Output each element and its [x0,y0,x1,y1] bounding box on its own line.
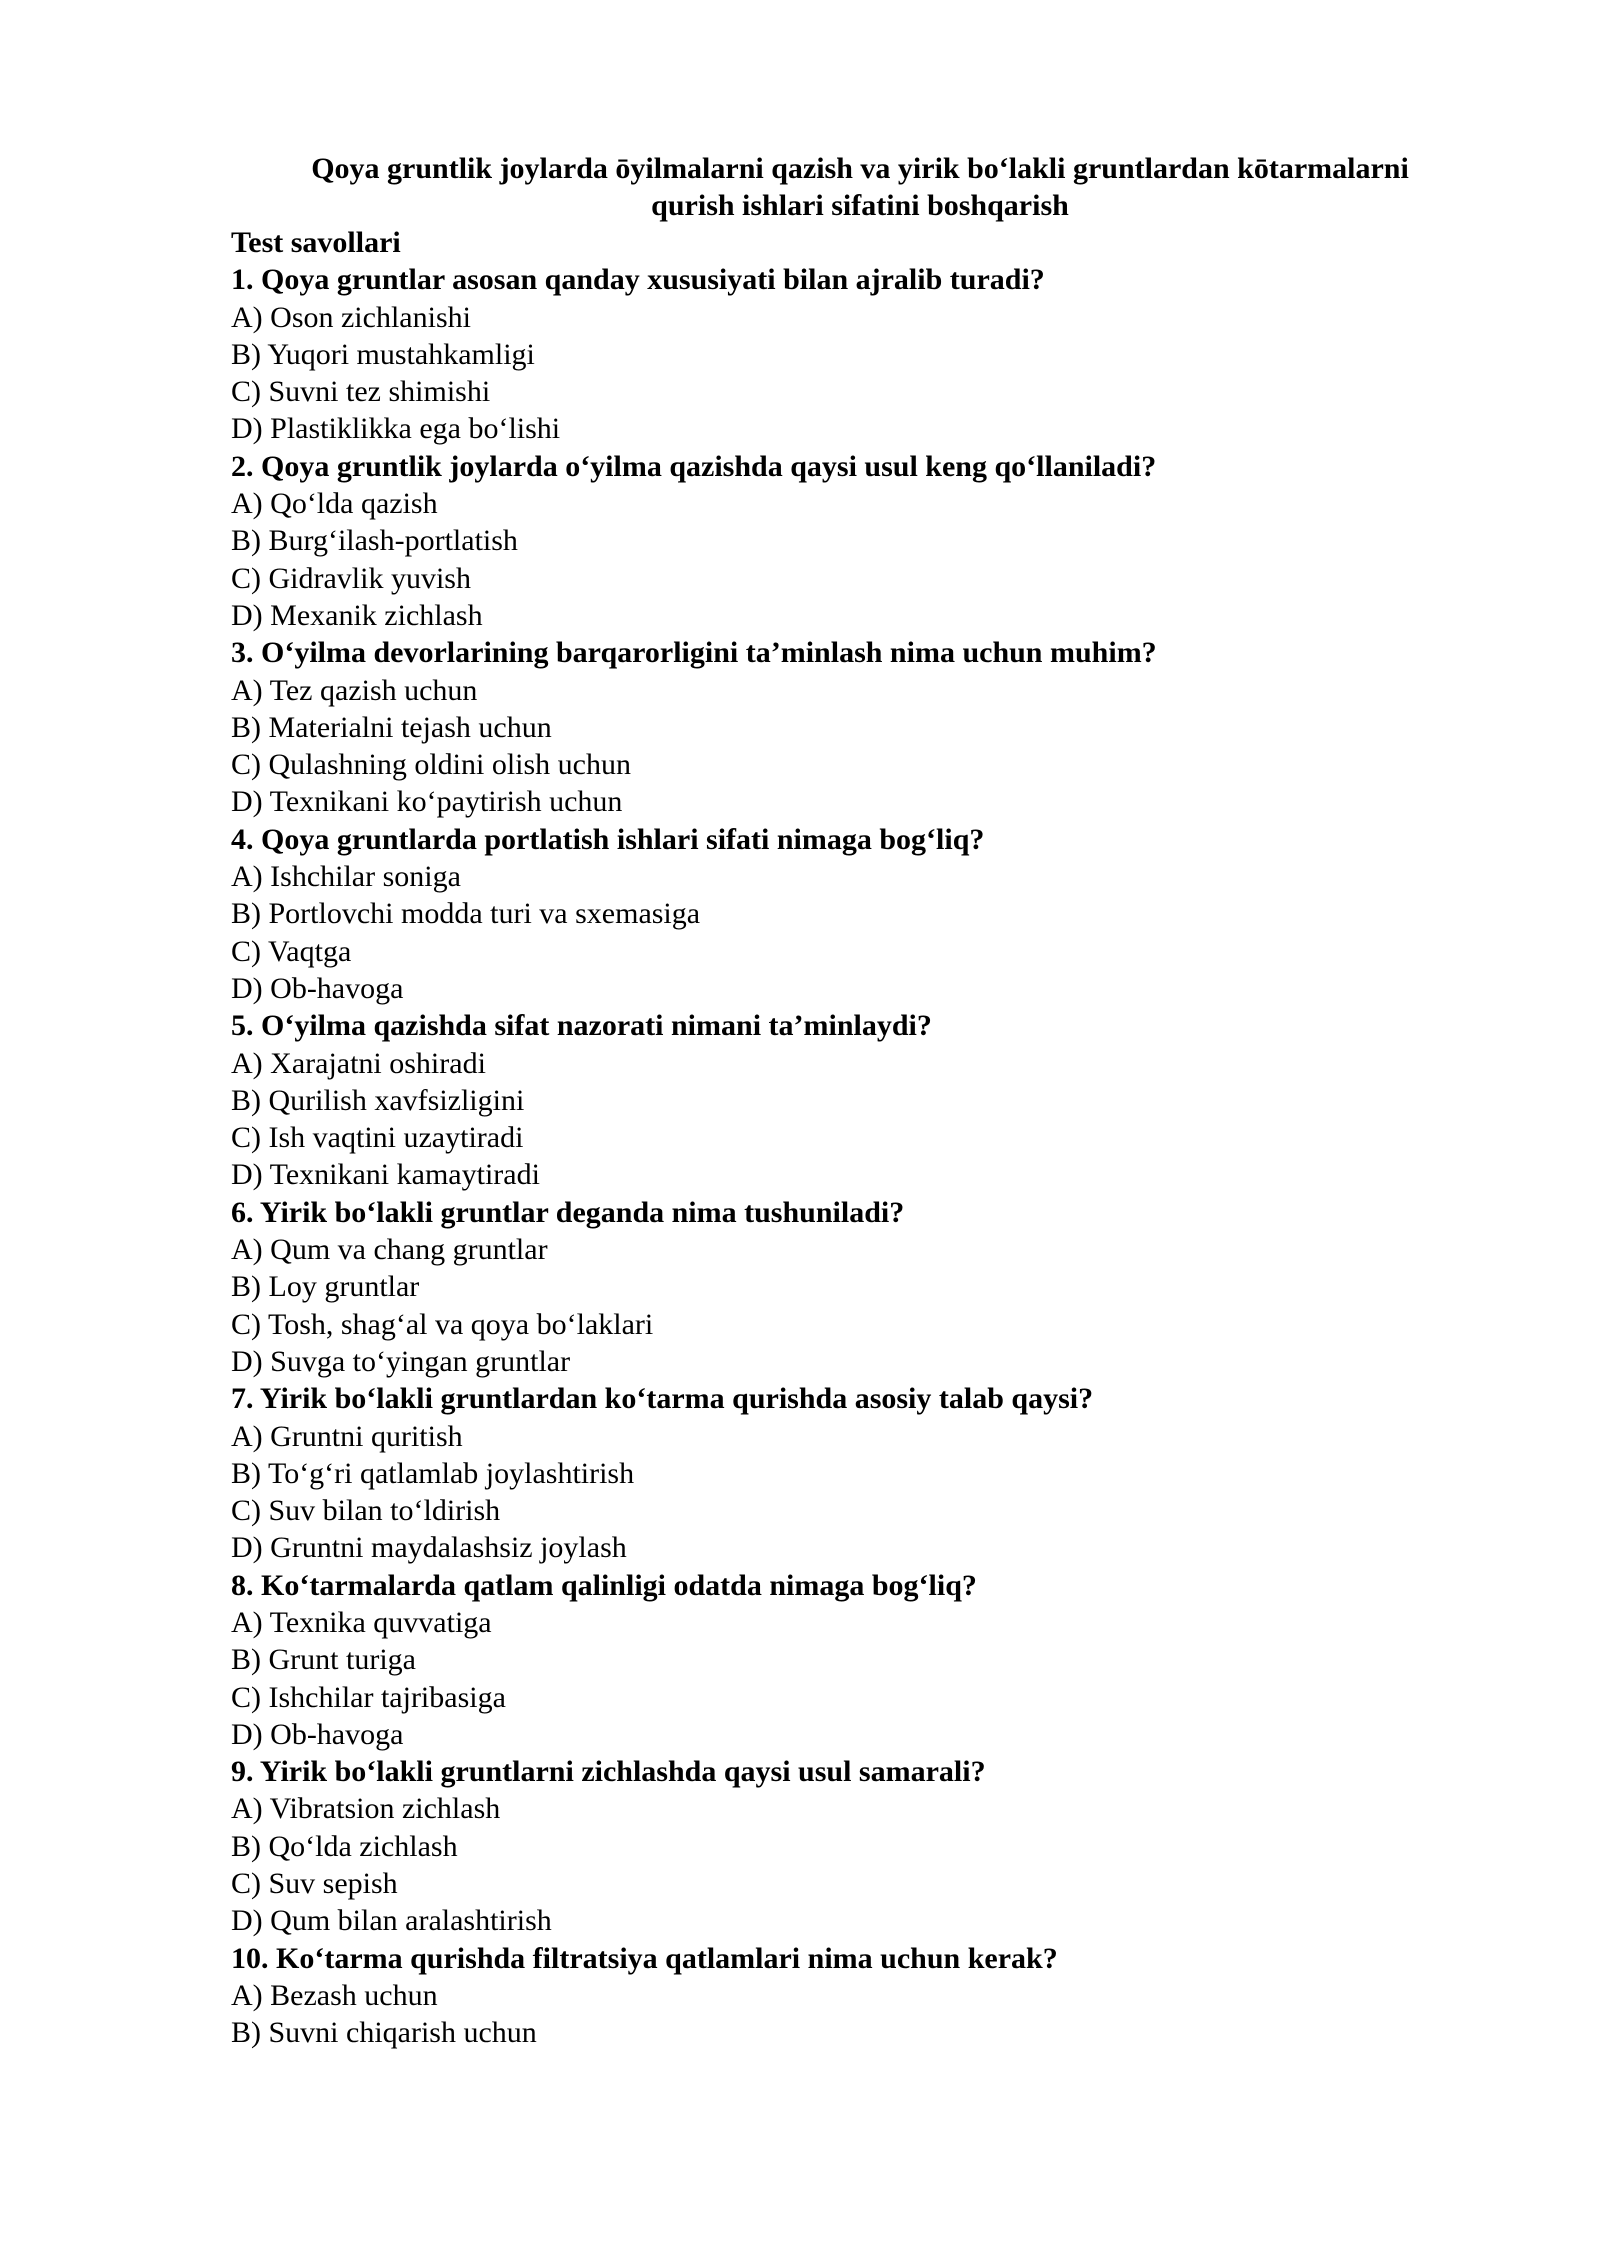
document-page [231,150,1471,2052]
answer-option: A) Tez qazish uchun [231,673,478,707]
question-text: 8. Ko‘tarmalarda qatlam qalinligi odatda nimaga bog‘liq? [231,1568,977,1602]
question-text: 3. O‘yilma devorlarining barqarorligini ta’minlash nima uchun muhim? [231,636,1157,670]
answer-option: C) Vaqtga [231,934,352,968]
answer-option: B) Qurilish xavfsizligini [231,1083,525,1117]
answer-option: D) Suvga to‘yingan gruntlar [231,1344,571,1378]
document-title [231,150,1471,224]
document-title-line-1: Qoya gruntlik joylarda ōyilmalarni qazish va yirik bo‘lakli gruntlardan kōtarmalarni [311,152,1409,185]
answer-option: C) Ish vaqtini uzaytiradi [231,1121,524,1155]
question-block [231,821,1471,1007]
answer-option: D) Texnikani kamaytiradi [231,1158,540,1192]
answer-option: B) Loy gruntlar [231,1270,420,1304]
answer-option: B) Grunt turiga [231,1643,416,1677]
section-subtitle: Test savollari [231,226,401,259]
question-text: 2. Qoya gruntlik joylarda o‘yilma qazishda qaysi usul keng qo‘llaniladi? [231,449,1157,483]
question-text: 7. Yirik bo‘lakli gruntlardan ko‘tarma qurishda asosiy talab qaysi? [231,1382,1094,1416]
answer-option: D) Texnikani ko‘paytirish uchun [231,785,623,819]
answer-option: B) Qo‘lda zichlash [231,1829,458,1863]
question-text: 9. Yirik bo‘lakli gruntlarni zichlashda qaysi usul samarali? [231,1755,986,1789]
question-block [231,1380,1471,1566]
answer-option: D) Plastiklikka ega bo‘lishi [231,412,561,446]
answer-option: A) Xarajatni oshiradi [231,1046,486,1080]
question-text: 10. Ko‘tarma qurishda filtratsiya qatlamlari nima uchun kerak? [231,1941,1058,1975]
question-text: 1. Qoya gruntlar asosan qanday xususiyati bilan ajralib turadi? [231,263,1045,297]
answer-option: D) Qum bilan aralashtirish [231,1904,552,1938]
answer-option: D) Ob-havoga [231,1717,404,1751]
answer-option: A) Qo‘lda qazish [231,487,438,521]
question-list [231,261,1471,2051]
answer-option: A) Vibratsion zichlash [231,1792,501,1826]
question-block [231,448,1471,634]
answer-option: D) Ob-havoga [231,971,404,1005]
answer-option: C) Qulashning oldini olish uchun [231,748,631,782]
answer-option: A) Gruntni quritish [231,1419,463,1453]
answer-option: B) Yuqori mustahkamligi [231,337,535,371]
answer-option: A) Ishchilar soniga [231,860,461,894]
document-title-line-2: qurish ishlari sifatini boshqarish [651,189,1069,222]
answer-option: B) Burg‘ilash-portlatish [231,524,518,558]
question-block [231,1567,1471,1753]
answer-option: D) Gruntni maydalashsiz joylash [231,1531,627,1565]
answer-option: B) Portlovchi modda turi va sxemasiga [231,897,701,931]
answer-option: C) Suv bilan to‘ldirish [231,1494,501,1528]
question-block [231,1194,1471,1380]
answer-option: C) Tosh, shag‘al va qoya bo‘laklari [231,1307,654,1341]
question-block [231,1753,1471,1939]
answer-option: A) Oson zichlanishi [231,300,471,334]
answer-option: B) Suvni chiqarish uchun [231,2016,537,2050]
question-text: 6. Yirik bo‘lakli gruntlar deganda nima tushuniladi? [231,1195,905,1229]
question-block [231,634,1471,820]
answer-option: C) Suv sepish [231,1867,398,1901]
answer-option: A) Texnika quvvatiga [231,1605,492,1639]
question-block [231,1007,1471,1193]
question-block [231,1940,1471,2052]
answer-option: B) To‘g‘ri qatlamlab joylashtirish [231,1456,635,1490]
answer-option: D) Mexanik zichlash [231,598,483,632]
question-text: 4. Qoya gruntlarda portlatish ishlari sifati nimaga bog‘liq? [231,822,985,856]
answer-option: B) Materialni tejash uchun [231,710,552,744]
question-block [231,261,1471,447]
answer-option: C) Ishchilar tajribasiga [231,1680,506,1714]
answer-option: C) Suvni tez shimishi [231,375,491,409]
question-text: 5. O‘yilma qazishda sifat nazorati nimani ta’minlaydi? [231,1009,932,1043]
answer-option: A) Bezash uchun [231,1978,438,2012]
answer-option: A) Qum va chang gruntlar [231,1233,548,1267]
answer-option: C) Gidravlik yuvish [231,561,471,595]
